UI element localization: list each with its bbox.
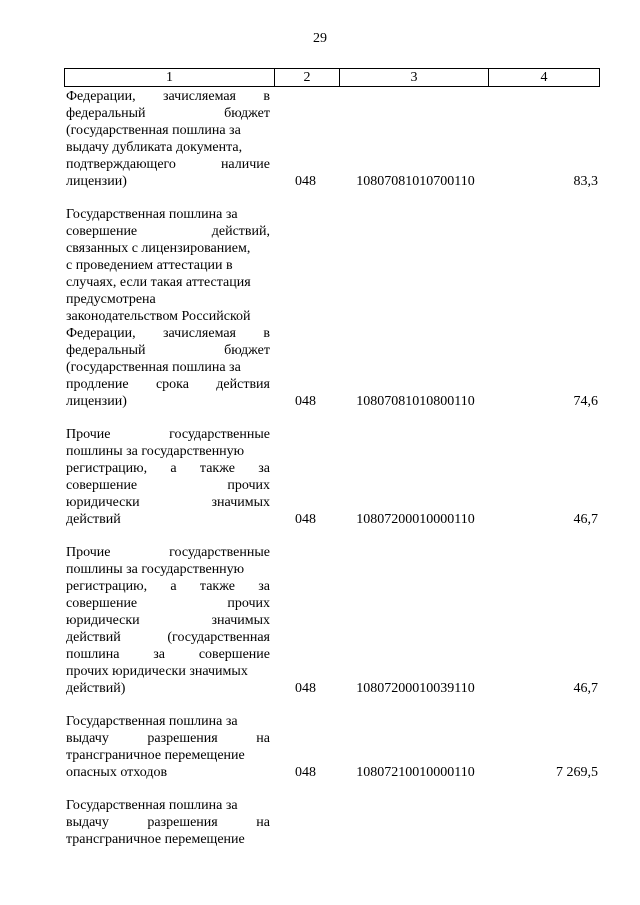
income-name-line: опасных отходов: [66, 765, 168, 780]
word: за: [258, 579, 270, 594]
income-name-line: [66, 629, 270, 646]
income-name-line: [66, 477, 270, 494]
word: совершение: [66, 478, 138, 493]
word: Прочие: [66, 545, 111, 560]
word: в: [263, 89, 270, 104]
income-name-line: предусмотрена: [66, 292, 156, 307]
word: юридически: [66, 613, 140, 628]
income-name-line: [66, 814, 270, 831]
word: федеральный: [66, 343, 146, 358]
word: зачисляемая: [163, 326, 236, 341]
word: действия: [216, 377, 270, 392]
income-name-line: [66, 325, 270, 342]
word: за: [153, 647, 166, 662]
income-name-line: [66, 730, 270, 747]
word: государственные: [169, 545, 270, 560]
admin-code-cell: 048: [295, 681, 316, 696]
income-name-line: [66, 88, 270, 105]
word: разрешения: [147, 815, 218, 830]
income-name-line: лицензии): [66, 394, 127, 409]
income-name-line: случаях, если такая аттестация: [66, 275, 251, 290]
income-name-line: [66, 646, 270, 663]
word: также: [199, 579, 235, 594]
header-col-1: 1: [65, 69, 275, 86]
word: подтверждающего: [66, 157, 176, 172]
income-name-line: [66, 612, 270, 629]
word: Федерации,: [66, 326, 136, 341]
word: прочих: [227, 596, 270, 611]
word: разрешения: [147, 731, 218, 746]
word: зачисляемая: [163, 89, 236, 104]
word: продление: [66, 377, 129, 392]
income-name-line: (государственная пошлина за: [66, 123, 241, 138]
income-name-line: действий): [66, 681, 126, 696]
amount-cell: 46,7: [573, 512, 598, 527]
word: юридически: [66, 495, 140, 510]
word: на: [256, 815, 270, 830]
word: совершение: [66, 596, 138, 611]
income-name-line: лицензии): [66, 174, 127, 189]
word: совершение: [66, 224, 138, 239]
amount-cell: 83,3: [573, 174, 598, 189]
word: регистрацию,: [66, 461, 148, 476]
income-name-line: [66, 105, 270, 122]
income-name-line: связанных с лицензированием,: [66, 241, 251, 256]
word: выдачу: [66, 815, 109, 830]
income-name-line: [66, 426, 270, 443]
table-header: [64, 68, 600, 87]
income-name-cell: [64, 88, 270, 190]
table-row: [64, 88, 600, 190]
table-row: [64, 544, 600, 697]
income-name-line: [66, 342, 270, 359]
income-name-line: пошлины за государственную: [66, 444, 245, 459]
word: бюджет: [224, 343, 270, 358]
income-name-line: Государственная пошлина за: [66, 714, 238, 729]
income-name-line: действий: [66, 512, 121, 527]
word: действий,: [211, 224, 270, 239]
header-col-3: 3: [340, 69, 489, 86]
word: федеральный: [66, 106, 146, 121]
budget-code-cell: 10807200010000110: [356, 512, 475, 527]
word: значимых: [211, 495, 270, 510]
income-name-cell: [64, 426, 270, 528]
word: прочих: [227, 478, 270, 493]
budget-code-cell: 10807081010700110: [356, 174, 475, 189]
income-name-cell: [64, 206, 270, 410]
word: действий: [66, 630, 121, 645]
word: пошлина: [66, 647, 120, 662]
page-number: 29: [313, 31, 327, 46]
amount-cell: 46,7: [573, 681, 598, 696]
admin-code-cell: 048: [295, 394, 316, 409]
income-name-cell: [64, 544, 270, 697]
income-name-line: законодательством Российской: [66, 309, 251, 324]
table-row: [64, 797, 600, 848]
income-name-line: [66, 223, 270, 240]
word: в: [263, 326, 270, 341]
amount-cell: 7 269,5: [556, 765, 598, 780]
income-name-line: (государственная пошлина за: [66, 360, 241, 375]
income-name-line: трансграничное перемещение: [66, 832, 245, 847]
amount-cell: 74,6: [573, 394, 598, 409]
income-name-line: [66, 494, 270, 511]
word: а: [170, 579, 177, 594]
income-name-cell: [64, 713, 270, 781]
table-body: [64, 88, 600, 864]
admin-code-cell: 048: [295, 765, 316, 780]
admin-code-cell: 048: [295, 512, 316, 527]
word: срока: [155, 377, 189, 392]
word: регистрацию,: [66, 579, 148, 594]
table-row: [64, 206, 600, 410]
income-name-line: [66, 376, 270, 393]
income-name-line: с проведением аттестации в: [66, 258, 233, 273]
budget-code-cell: 10807210010000110: [356, 765, 475, 780]
word: на: [256, 731, 270, 746]
budget-code-cell: 10807200010039110: [356, 681, 475, 696]
income-name-line: пошлины за государственную: [66, 562, 245, 577]
income-name-line: [66, 544, 270, 561]
header-col-2: 2: [275, 69, 340, 86]
word: а: [170, 461, 177, 476]
budget-code-cell: 10807081010800110: [356, 394, 475, 409]
income-name-line: [66, 595, 270, 612]
word: за: [258, 461, 270, 476]
income-name-line: [66, 460, 270, 477]
word: Федерации,: [66, 89, 136, 104]
admin-code-cell: 048: [295, 174, 316, 189]
word: выдачу: [66, 731, 109, 746]
word: также: [199, 461, 235, 476]
word: наличие: [220, 157, 270, 172]
header-col-4: 4: [540, 69, 548, 85]
table-row: [64, 713, 600, 781]
word: совершение: [198, 647, 270, 662]
word: значимых: [211, 613, 270, 628]
income-name-line: [66, 156, 270, 173]
income-name-line: выдачу дубликата документа,: [66, 140, 243, 155]
word: бюджет: [224, 106, 270, 121]
word: Прочие: [66, 427, 111, 442]
income-name-line: трансграничное перемещение: [66, 748, 245, 763]
income-name-line: [66, 578, 270, 595]
income-name-line: прочих юридически значимых: [66, 664, 248, 679]
income-name-cell: [64, 797, 270, 848]
word: государственные: [169, 427, 270, 442]
income-name-line: Государственная пошлина за: [66, 207, 238, 222]
table-row: [64, 426, 600, 528]
income-name-line: Государственная пошлина за: [66, 798, 238, 813]
word: (государственная: [167, 630, 270, 645]
